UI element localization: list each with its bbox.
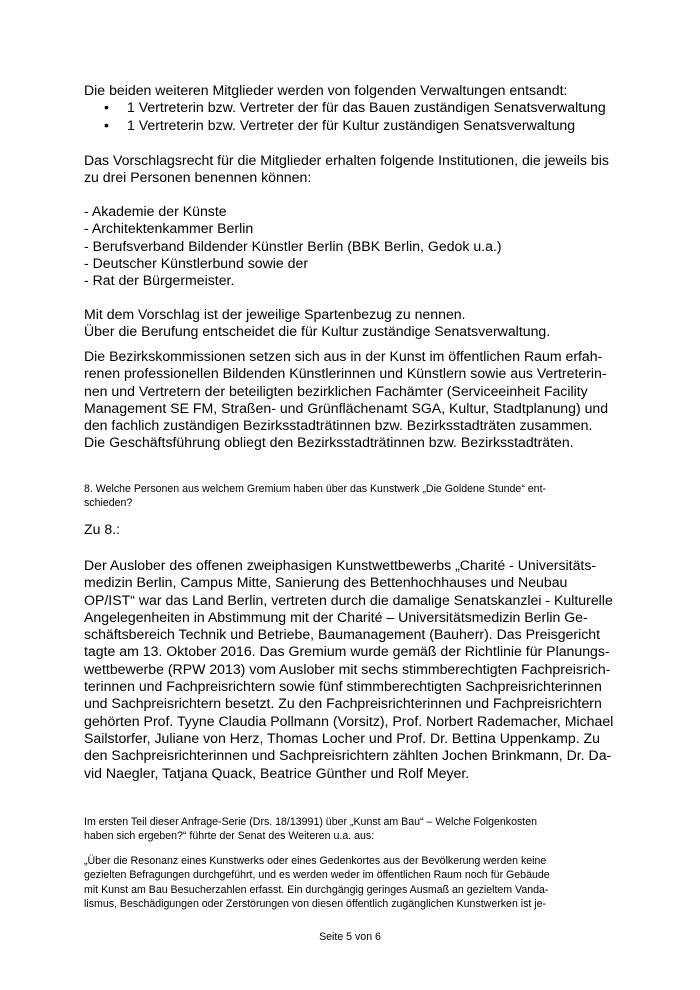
list-item: - Rat der Bürgermeister. xyxy=(84,272,235,289)
bullet-glyph: • xyxy=(104,99,109,116)
question-8: 8. Welche Personen aus welchem Gremium haben über das Kunstwerk „Die Goldene Stunde“ ent- schieden? xyxy=(84,483,547,510)
answer-8-heading: Zu 8.: xyxy=(84,521,121,537)
list-item: - Berufsverband Bildender Künstler Berlin (BBK Berlin, Gedok u.a.) xyxy=(84,237,502,254)
page-number-footer: Seite 5 von 6 xyxy=(319,931,381,943)
district-commission-paragraph: Die Bezirkskommissionen setzen sich aus in der Kunst im öffentlichen Raum erfah- renen professionellen Bildenden Künstlerinnen und Künstlern sowie aus Vertreterin- nen und Vertretern der beteiligten bezirklichen Fachämter (Serviceeinheit Facility Management SE FM, Straßen- und Grünflächenamt SGA, Kultur, Stadtplanung) und den fachlich zuständigen Bezirksstadträtinnen bzw. Bezirksstadträten zusammen. Die Geschäftsführung obliegt den Bezirksstadträtinnen bzw. Bezirksstadträten. xyxy=(84,348,609,451)
senate-quote: „Über die Resonanz eines Kunstwerks oder eines Gedenkortes aus der Bevölkerung werden keine gezielten Befragungen durchgeführt, und es werden weder im öffentlichen Raum noch für Gebäude mit Kunst am Bau Besucherzahlen erfasst. Ein durchgängig geringes Ausmaß an gezieltem Vanda- lismus, Beschädigungen oder Zerstörungen von diesen öffentlich zugänglichen Kunstwerken ist je- xyxy=(84,855,550,911)
bullet-glyph: • xyxy=(104,116,109,133)
bullet-item: • 1 Vertreterin bzw. Vertreter der für Kultur zuständigen Senatsverwaltung xyxy=(104,116,576,133)
followup-paragraph: Im ersten Teil dieser Anfrage-Serie (Drs. 18/13991) über „Kunst am Bau“ – Welche Folgenkosten haben sich ergeben?“ führte der Senat des Weiteren u.a. aus: xyxy=(84,816,538,843)
bullet-item: • 1 Vertreterin bzw. Vertreter der für das Bauen zuständigen Senatsverwaltung xyxy=(104,99,606,116)
list-item: - Akademie der Künste xyxy=(84,203,227,219)
intro-lead: Die beiden weiteren Mitglieder werden von folgenden Verwaltungen entsandt: xyxy=(84,82,568,98)
list-item: - Architektenkammer Berlin xyxy=(84,220,254,237)
answer-8-paragraph: Der Auslober des offenen zweiphasigen Kunstwettbewerbs „Charité - Universitäts- medizin Berlin, Campus Mitte, Sanierung des Bettenhochhauses und Neubau OP/IST“ war das Land Berlin, vertreten durch die damalige Senatskanzlei - Kulturelle Angelegenheiten in Abstimmung mit der Charité – Universitätsmedizin Berlin Ge- schäftsbereich Technik und Betriebe, Baumanagement (Bauherr). Das Preisgericht tagte am 13. Oktober 2016. Das Gremium wurde gemäß der Richtlinie für Planungs- wettbewerbe (RPW 2013) vom Auslober mit sechs stimmberechtigten Fachpreisrich- terinnen und Fachpreisrichtern sowie fünf stimmberechtigten Sachpreisrichterinnen und Sachpreisrichtern besetzt. Zu den Fachpreisrichterinnen und Fachpreisrichtern gehörten Prof. Tyyne Claudia Pollmann (Vorsitz), Prof. Norbert Rademacher, Michael Sailstorfer, Juliane von Herz, Thomas Locher und Prof. Dr. Bettina Uppenkamp. Zu den Sachpreisrichterinnen und Sachpreisrichtern zählten Jochen Brinkmann, Dr. Da- vid Naegler, Tatjana Quack, Beatrice Günther und Rolf Meyer. xyxy=(84,557,614,781)
list-item: - Deutscher Künstlerbund sowie der xyxy=(84,254,309,271)
appointment-paragraph: Mit dem Vorschlag ist der jeweilige Spartenbezug zu nennen. Über die Berufung entscheidet die für Kultur zuständige Senatsverwaltung. xyxy=(84,306,551,340)
intro-section xyxy=(84,82,616,134)
nomination-paragraph: Das Vorschlagsrecht für die Mitglieder erhalten folgende Institutionen, die jeweils bis zu drei Personen benennen können: xyxy=(84,152,609,186)
delegation-bullet-list xyxy=(84,99,616,134)
institution-list xyxy=(84,203,616,289)
